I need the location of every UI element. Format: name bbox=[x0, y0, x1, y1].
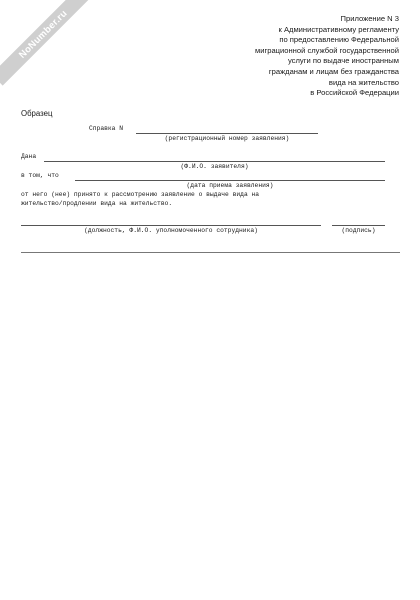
appendix-line: вида на жительство bbox=[328, 77, 399, 87]
certificate-label: Справка N bbox=[89, 125, 124, 132]
bottom-rule bbox=[21, 252, 400, 253]
watermark-text: NoNumber.ru bbox=[16, 7, 70, 61]
applicant-line bbox=[44, 161, 385, 162]
signature-caption: (подпись) bbox=[341, 227, 376, 234]
appendix-line: к Административному регламенту bbox=[278, 24, 399, 34]
appendix-line: миграционной службой государственной bbox=[255, 45, 399, 55]
body-text-line: жительство/продлении вида на жительство. bbox=[21, 200, 173, 207]
body-text-line: от него (нее) принято к рассмотрению заявление о выдаче вида на bbox=[21, 191, 260, 198]
appendix-line: гражданам и лицам без гражданства bbox=[268, 66, 399, 76]
watermark bbox=[0, 0, 95, 86]
reg-number-caption: (регистрационный номер заявления) bbox=[164, 135, 290, 142]
date-caption: (дата приема заявления) bbox=[186, 182, 274, 189]
officer-caption: (должность, Ф.И.О. уполномоченного сотрудника) bbox=[84, 227, 258, 234]
appendix-line: услуги по выдаче иностранным bbox=[287, 56, 399, 66]
that-label: в том, что bbox=[21, 172, 59, 179]
sample-label: Образец bbox=[21, 109, 53, 118]
appendix-line: по предоставлению Федеральной bbox=[279, 35, 399, 45]
given-label: Дана bbox=[21, 153, 37, 160]
officer-line bbox=[21, 225, 321, 226]
date-line bbox=[75, 180, 385, 181]
appendix-line: Приложение N 3 bbox=[340, 14, 399, 23]
appendix-line: в Российской Федерации bbox=[310, 88, 399, 98]
reg-number-line bbox=[136, 133, 318, 134]
applicant-caption: (Ф.И.О. заявителя) bbox=[180, 163, 249, 170]
signature-line bbox=[332, 225, 385, 226]
appendix-header bbox=[199, 14, 399, 99]
